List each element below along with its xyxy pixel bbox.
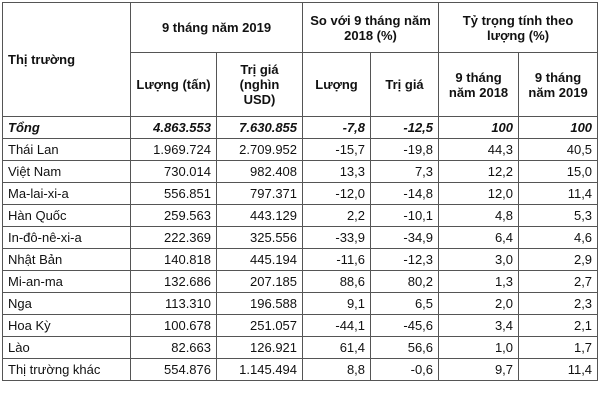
table-row [3, 359, 598, 381]
table-row [3, 293, 598, 315]
cell-value: 7.630.855 [217, 117, 303, 139]
cell-change-qty: -7,8 [303, 117, 371, 139]
cell-value: 207.185 [217, 271, 303, 293]
table-header [3, 3, 598, 117]
cell-change-qty: 13,3 [303, 161, 371, 183]
cell-change-qty: -33,9 [303, 227, 371, 249]
cell-share-2019: 2,1 [519, 315, 598, 337]
header-market: Thị trường [3, 3, 131, 117]
cell-qty: 259.563 [131, 205, 217, 227]
cell-change-value: -10,1 [371, 205, 439, 227]
cell-share-2019: 11,4 [519, 183, 598, 205]
cell-market: Tổng [3, 117, 131, 139]
header-change-value: Trị giá [371, 53, 439, 117]
cell-share-2019: 4,6 [519, 227, 598, 249]
cell-share-2019: 2,3 [519, 293, 598, 315]
cell-change-qty: -15,7 [303, 139, 371, 161]
cell-market: Thị trường khác [3, 359, 131, 381]
cell-qty: 140.818 [131, 249, 217, 271]
cell-qty: 82.663 [131, 337, 217, 359]
cell-market: In-đô-nê-xi-a [3, 227, 131, 249]
cell-change-value: 56,6 [371, 337, 439, 359]
table-row [3, 139, 598, 161]
cell-value: 443.129 [217, 205, 303, 227]
cell-change-value: -12,3 [371, 249, 439, 271]
cell-qty: 4.863.553 [131, 117, 217, 139]
cell-change-value: -19,8 [371, 139, 439, 161]
cell-share-2019: 100 [519, 117, 598, 139]
cell-value: 982.408 [217, 161, 303, 183]
cell-share-2018: 100 [439, 117, 519, 139]
cell-share-2019: 11,4 [519, 359, 598, 381]
header-share-2019: 9 tháng năm 2019 [519, 53, 598, 117]
cell-change-value: 6,5 [371, 293, 439, 315]
table-row [3, 161, 598, 183]
cell-share-2019: 40,5 [519, 139, 598, 161]
cell-change-qty: 9,1 [303, 293, 371, 315]
cell-value: 251.057 [217, 315, 303, 337]
cell-change-qty: -44,1 [303, 315, 371, 337]
header-qty-tons: Lượng (tấn) [131, 53, 217, 117]
cell-change-value: -0,6 [371, 359, 439, 381]
cell-share-2018: 6,4 [439, 227, 519, 249]
cell-market: Ma-lai-xi-a [3, 183, 131, 205]
cell-market: Thái Lan [3, 139, 131, 161]
cell-share-2018: 12,0 [439, 183, 519, 205]
cell-change-value: -14,8 [371, 183, 439, 205]
cell-qty: 113.310 [131, 293, 217, 315]
table-row [3, 271, 598, 293]
table-row [3, 249, 598, 271]
cell-share-2019: 2,9 [519, 249, 598, 271]
cell-share-2018: 3,4 [439, 315, 519, 337]
cell-market: Việt Nam [3, 161, 131, 183]
header-share-2018: 9 tháng năm 2018 [439, 53, 519, 117]
market-table [2, 2, 598, 381]
cell-qty: 132.686 [131, 271, 217, 293]
cell-share-2019: 5,3 [519, 205, 598, 227]
table-row [3, 227, 598, 249]
cell-share-2019: 1,7 [519, 337, 598, 359]
cell-share-2019: 15,0 [519, 161, 598, 183]
cell-change-value: -34,9 [371, 227, 439, 249]
cell-value: 797.371 [217, 183, 303, 205]
cell-change-qty: -11,6 [303, 249, 371, 271]
table-row-total [3, 117, 598, 139]
table-row [3, 337, 598, 359]
cell-change-value: 7,3 [371, 161, 439, 183]
cell-market: Nhật Bản [3, 249, 131, 271]
cell-share-2018: 2,0 [439, 293, 519, 315]
cell-change-qty: 88,6 [303, 271, 371, 293]
cell-qty: 556.851 [131, 183, 217, 205]
cell-market: Mi-an-ma [3, 271, 131, 293]
cell-qty: 1.969.724 [131, 139, 217, 161]
cell-share-2019: 2,7 [519, 271, 598, 293]
cell-value: 445.194 [217, 249, 303, 271]
header-value-kusd: Trị giá (nghìn USD) [217, 53, 303, 117]
cell-value: 325.556 [217, 227, 303, 249]
table-body [3, 117, 598, 381]
cell-share-2018: 12,2 [439, 161, 519, 183]
cell-value: 126.921 [217, 337, 303, 359]
header-group-change: So với 9 tháng năm 2018 (%) [303, 3, 439, 53]
table-row [3, 315, 598, 337]
table-row [3, 205, 598, 227]
cell-change-value: -45,6 [371, 315, 439, 337]
header-group-share: Tỷ trọng tính theo lượng (%) [439, 3, 598, 53]
cell-qty: 222.369 [131, 227, 217, 249]
cell-change-qty: 8,8 [303, 359, 371, 381]
cell-value: 2.709.952 [217, 139, 303, 161]
cell-change-qty: 2,2 [303, 205, 371, 227]
cell-share-2018: 3,0 [439, 249, 519, 271]
cell-value: 1.145.494 [217, 359, 303, 381]
cell-market: Lào [3, 337, 131, 359]
header-change-qty: Lượng [303, 53, 371, 117]
cell-share-2018: 1,3 [439, 271, 519, 293]
cell-share-2018: 44,3 [439, 139, 519, 161]
cell-value: 196.588 [217, 293, 303, 315]
cell-share-2018: 1,0 [439, 337, 519, 359]
cell-qty: 554.876 [131, 359, 217, 381]
cell-qty: 730.014 [131, 161, 217, 183]
cell-change-qty: 61,4 [303, 337, 371, 359]
cell-share-2018: 4,8 [439, 205, 519, 227]
cell-market: Nga [3, 293, 131, 315]
cell-change-value: -12,5 [371, 117, 439, 139]
cell-market: Hoa Kỳ [3, 315, 131, 337]
cell-share-2018: 9,7 [439, 359, 519, 381]
header-group-2019: 9 tháng năm 2019 [131, 3, 303, 53]
cell-change-qty: -12,0 [303, 183, 371, 205]
cell-market: Hàn Quốc [3, 205, 131, 227]
cell-change-value: 80,2 [371, 271, 439, 293]
table-row [3, 183, 598, 205]
cell-qty: 100.678 [131, 315, 217, 337]
